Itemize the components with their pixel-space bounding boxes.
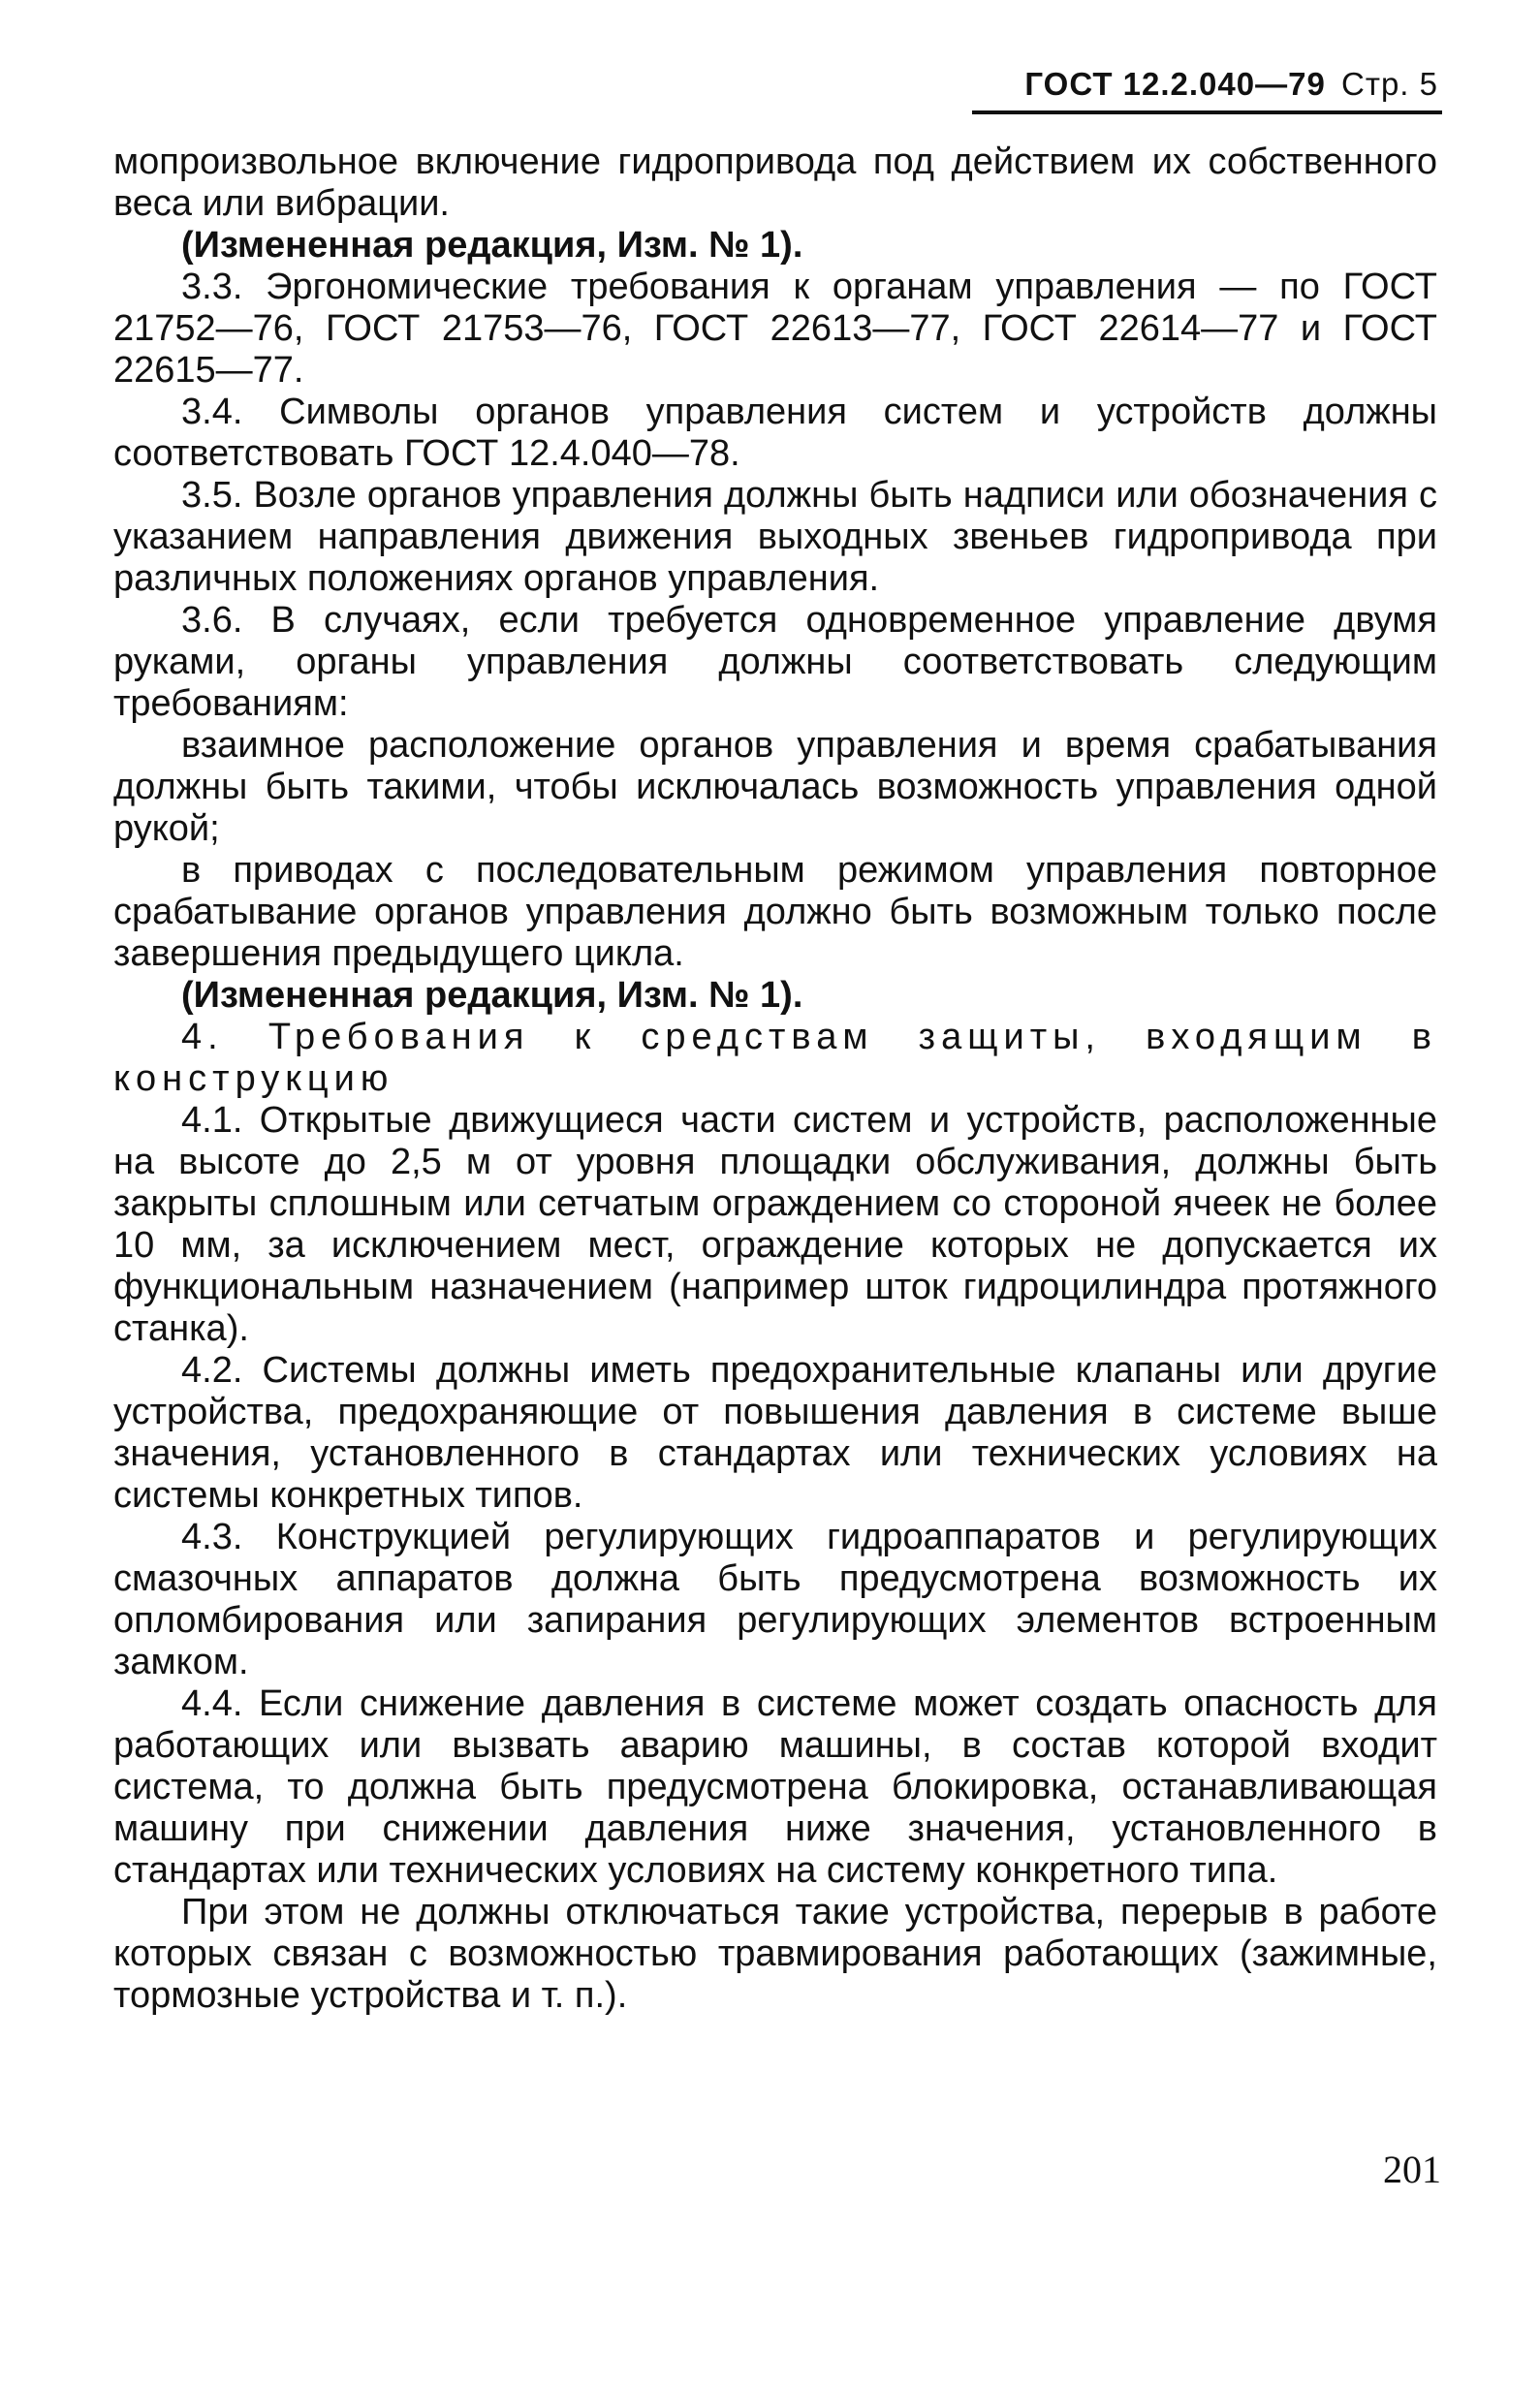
clause-3-6-item-1: взаимное расположение органов управления и время срабатывания должны быть такими, чтобы исключалась возможность управления одной рукой; [113,725,1437,849]
clause-3-3: 3.3. Эргономические требования к органам управления — по ГОСТ 21752—76, ГОСТ 21753—76, ГОСТ 22613—77, ГОСТ 22614—77 и ГОСТ 22615—77. [113,267,1437,391]
clause-4-1: 4.1. Открытые движущиеся части систем и устройств, расположенные на высоте до 2,5 м от уровня площадки обслуживания, должны быть закрыты сплошным или сетчатым ограждением со стороной ячеек не более 10 мм, за исключением мест, ограждение которых не допускается их функциональным назначением (например шток гидроцилиндра протяжного станка). [113,1100,1437,1349]
page-label: Стр. 5 [1341,66,1438,102]
header-rule [972,110,1442,114]
clause-3-5: 3.5. Возле органов управления должны быть надписи или обозначения с указанием направления движения выходных звеньев гидропривода при различных положениях органов управления. [113,475,1437,599]
document-body [113,141,1437,2017]
clause-4-2: 4.2. Системы должны иметь предохранительные клапаны или другие устройства, предохраняющие от повышения давления в системе выше значения, установленного в стандартах или технических условиях на системы конкретных типов. [113,1350,1437,1516]
clause-4-3: 4.3. Конструкцией регулирующих гидроаппаратов и регулирующих смазочных аппаратов должна быть предусмотрена возможность их опломбирования или запирания регулирующих элементов встроенным замком. [113,1517,1437,1682]
clause-3-6: 3.6. В случаях, если требуется одновременное управление двумя руками, органы управления должны соответствовать следующим требованиям: [113,600,1437,724]
clause-3-6-item-2: в приводах с последовательным режимом управления повторное срабатывание органов управления должно быть возможным только после завершения предыдущего цикла. [113,850,1437,974]
amendment-note: (Измененная редакция, Изм. № 1). [181,975,803,1016]
clause-4-4-note: При этом не должны отключаться такие устройства, перерыв в работе которых связан с возможностью травмирования работающих (зажимные, тормозные устройства и т. п.). [113,1892,1437,2016]
clause-3-4: 3.4. Символы органов управления систем и устройств должны соответствовать ГОСТ 12.4.040—78. [113,392,1437,474]
standard-number: ГОСТ 12.2.040—79 [1024,66,1326,102]
clause-4-4: 4.4. Если снижение давления в системе может создать опасность для работающих или вызвать аварию машины, в состав которой входит система, то должна быть предусмотрена блокировка, останавливающая машину при снижении давления ниже значения, установленного в стандартах или технических условиях на систему конкретного типа. [113,1683,1437,1891]
section-4-heading: 4. Требования к средствам защиты, входящим в конструкцию [113,1017,1437,1099]
amendment-note: (Измененная редакция, Изм. № 1). [181,225,803,266]
paragraph-continuation: мопроизвольное включение гидропривода под действием их собственного веса или вибрации. [113,141,1437,224]
running-header [1024,66,1438,103]
page-number: 201 [1383,2148,1441,2191]
